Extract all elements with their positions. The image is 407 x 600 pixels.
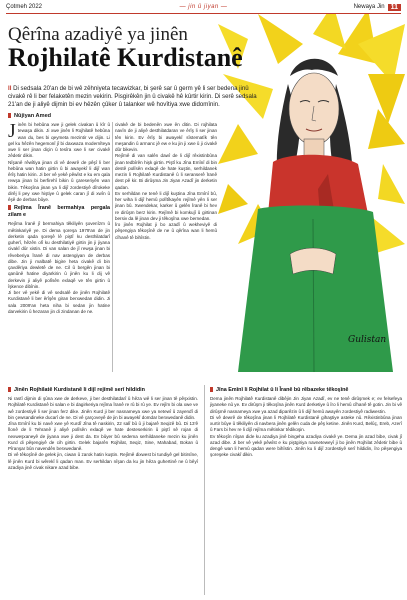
- paper-name: Newaya Jin: [353, 4, 385, 10]
- col-a-para-1: Jinên bi hebûna xwe ji gelek civakan û kîr û tewaşa dikin. Ji xwe jinên li Rojhilatê hebûna wan du, bes bi qeymeta mezintir ve dijin. Li gel ku hêzên hegemonî jî bi daxwaza modernîteya xwe li ser jinan diçin û tesîra xwe li ser civakê zêdetir dikin.: [8, 120, 110, 159]
- col-d-para-3: Ev têkoşîn nîşan dide ku azadiya jinê bingeha azadiya civakê ye. Dema jin azad bibe, civak jî azad dibe. Ji ber vê yekê pêwîst e ku piştgiriya navneteweyî ji bo jinên Rojhilat zêdetir bibe û dengê wan li hemû qadan were bihîstin. Jinên ku li dijî zordestiyê serî hildidin, îro pêşengiya şoreşeke civakî dikin.: [210, 433, 402, 458]
- section-title: — jin û jiyan —: [179, 4, 228, 10]
- col-d-para-1: Dema jinên Rojhilatê Kurdistanê dibêjin Jin Jiyan Azadî, ev ne tenê dirûşmek e; ev felsefeya jiyaneke nû ye. Ev dirûşm ji têkoşîna jinên Kurd derketiye û îro li hemû cîhanê tê gotin. Jin bi vê dirûşmê nasnameya xwe ya azad diparêzin û li dijî hemû awayên zordestiyê radiwestin.: [210, 396, 402, 414]
- byline: [8, 113, 128, 119]
- col-b-para-4: Îro jinên Rojhilat ji bo azadî û wekheviyê di pêşengiya têkoşînê de ne û qêrîna wan li hemû cîhanê tê bihîstin.: [115, 222, 217, 240]
- author-name: Nûjiyan Amed: [14, 113, 52, 119]
- col-a-para-2: Nîşanê rêwîtiya jinan di vê dewrê de pêşî li ber hebûna wan hatin girtin û bi awayekî li dijî wan êrîş hatin kirin. Ji ber vê yekê pêwîst e ku em qala rewşa jinan bi berfirehî bikin û çareseriyên wan bikin. Têkoşîna jinan ya li dijî zordestiyê dîrokeke dirêj li pey xwe hiştiye û gelek caran jî di xwîn û êşê de derbas bûye.: [8, 159, 110, 202]
- col-d-para-2: Di vê dewrê de têkoşîna jinan li Rojhilatê Kurdistanê gihaştiye asteke nû. Rêxistinbûna jinan xurtir bûye û têkiliyên di navbera jinên gelên cuda de pêş ketine. Jinên Kurd, Belûç, Ereb, Azerî û Fars bi hev re li dijî rejîma mêtinkar têdikoşin.: [210, 414, 402, 433]
- col-a-para-4: Ji ber vê yekê di vê sedsalê de jinên Rojhilatê Kurdistanê li ber êrîşên giran berxwedan didin. Ji sala 2009'an heta niha bi sedan jin hatine darvekirin û hezaran jin di zindanan de ne.: [8, 290, 110, 314]
- byline-marker: [8, 113, 11, 118]
- drop-cap: J: [8, 120, 16, 142]
- col-b-para-2: Rejîmê di van salên dawî de li dijî rêxistinbûna jinan tedbîrên hişk girtin. Piştî ku Jîna Emînî di bin destê polîsên exlaqê de hate kuştin, serhildanek mezin li Rojhilatê Kurdistanê û li seranserê Îranê dest pê kir. Bi dirûşma Jin Jiyan Azadî jin derketin qadan.: [115, 153, 217, 190]
- subheading-uprising: Jinên Rojhilatê Kurdistanê li dijî rejîmê serî hildidin: [8, 387, 198, 394]
- col-c-para-3: Di vê têkoşînê de gelek jin, ciwan û zarok hatin kuştin. Rejîmê dixwest bi tundiyê gel bitirsîne, lê jinên Kurd bi wêrekî li qadan man. Ev serhildan nîşan da ku jin hêza guhertinê ne û bêyî azadiya jinê civak nikare azad bibe.: [8, 452, 198, 470]
- column-a: [8, 122, 110, 315]
- subheading-jina-emini: Jîna Emînî li Rojhilat û li Îranê bû rêbazeke têkoşînê: [210, 387, 402, 394]
- col-c-para-2: Jîna Emînî ku bi navê xwe yê Kurdî Jîna tê naskirin, 22 salî bû û ji bajarê Seqizê bû. Di 13'ê Îlonê de li Tehranê ji aliyê polîsên exlaqê ve hate desteserkirin û piştî sê rojan di nexweşxaneyê de jiyana xwe ji dest da. Ev bûyer bû sedema serhildaneke mezin ku jinên Kurd di pêşengiyê de cih girtin. Gelek bajarên Rojhilat, Seqiz, Sine, Mahabad, Bokan û Pîranşar bûn navendên berxwedanê.: [8, 421, 198, 451]
- paper-info: [269, 4, 401, 11]
- issue-date: Çotmeh 2022: [6, 4, 43, 10]
- column-c: [8, 385, 198, 471]
- face: [289, 73, 339, 145]
- lead-marker: II: [8, 85, 12, 92]
- headline-line2: Rojhilatê Kurdistanê: [8, 43, 243, 72]
- column-b: [115, 122, 217, 241]
- headline-line1: Qêrîna azadiyê ya jinên: [8, 24, 188, 45]
- page-header: [6, 2, 401, 12]
- artist-signature: Gulistan: [348, 335, 387, 345]
- col-b-para-3: Ev serhildan ne tenê li dijî kuştina Jîna Emînî bû, her wiha li dijî hemû polîtîkayên rejîmê yên li ser jinan bû. Xwendekar, karker û gelên Îranê bi hev re dirûşm berz kirin. Rejîmê bi komkujî û girtinan bersiv da lê jinan dev ji têkoşîna xwe bernedan.: [115, 190, 217, 221]
- green-dress: [238, 206, 393, 372]
- lead-paragraph: [8, 85, 264, 109]
- subheading-regime: Rejîma Îranê bermahiya pergala zilam e: [8, 205, 110, 219]
- column-divider: [112, 122, 113, 372]
- col-b-para-1: civakê de bi bedenên xwe ên ditin. Di rojhilata navîn de ji aliyê desthilatdaran ve êrîş li ser jinan tên kirin. Ev êrîş bi awayekî sîstematîk tên meşandin û armanc jê ew e ku jin ji xwe û ji civakê dûr bikevin.: [115, 122, 217, 152]
- column-divider-lower: [204, 385, 205, 595]
- lead-text: Di sedsala 20'an de bi wê zêhniyeta tecawizkar, bi şerê sar û germ yê li ser bedena jinû civakê rê li ber felaketên mezin vekirin. Pisgirêkên jin û civakê hê kûrtir kirin. Di serê sedsala 21'an de ji aliyê dijmin bi ev hêzên çûker û talanker wê hovîtiya xwe didomînin.: [8, 85, 257, 108]
- page-number: 11: [388, 4, 401, 11]
- col-c-para-1: Ni rastî dijmin di şûna xwe de derkeve, ji ber desthilatdarî û hêza wê li ser jinan tê pêşxistin. Rojhilatê Kurdistanê bi salan e bi dagirkeriya rejîma Îranê re rû bi rû ye. Ev rejîm bi ola xwe ve wê zordestiyê li ser jinan ferz dike. Jinên Kurd ji ber nasnameya xwe ya netewî û zayendî di bin çewsandineke ducarî de ne. Di vê çarçoveyê de jin bi awayekî domdar berxwedanê didin.: [8, 396, 198, 420]
- column-d: [210, 385, 402, 459]
- col-a-para-3: Rejîma Îranê jî bermahiya têkiliyên şovenîzm û mêtinkariyê ye. Di dema şoreşa 1979'an de jin derketin qada şoreşê lê piştî ku desthilatdarî guherî, hêzên olî ku desthilatiyê girtin jin ji jiyana civakî dûr xistin. Di van salan de jî rewşa jinan bi rêveberiya Îranê di nav astengiyan de derbas dibe. Jin ji malbatê bigire heta civakê di bin çavdêriya dewletê de ne. Cil û bergên jinan bi qanûnê hatine diyarkirin û jinên ku li dij vê derkevin ji aliyê polîsên exlaqê ve tên girtin û îşkence dibînin.: [8, 221, 110, 289]
